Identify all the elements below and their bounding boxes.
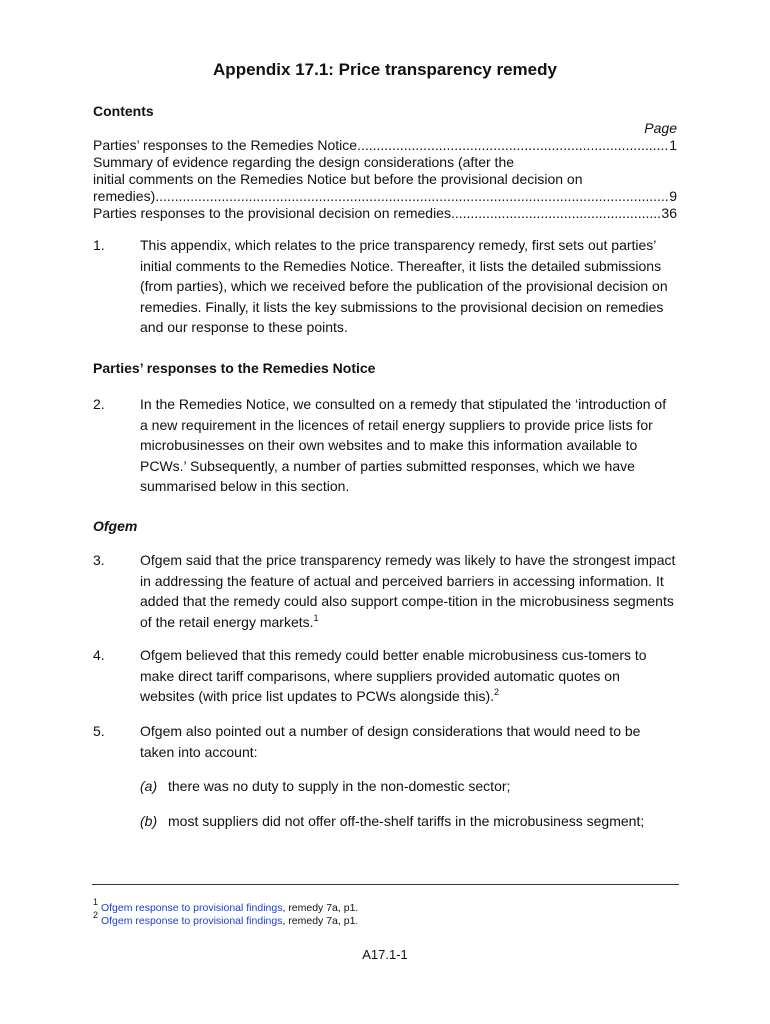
paragraph-4 (93, 645, 677, 707)
toc-entry-1[interactable] (93, 137, 677, 154)
contents-heading: Contents (93, 103, 154, 119)
toc-leader (155, 188, 669, 205)
paragraph-number: 3. (93, 552, 105, 568)
list-item-text: there was no duty to supply in the non-domestic sector; (168, 778, 511, 794)
footnote-number: 1 (93, 897, 99, 907)
paragraph-number: 5. (93, 723, 105, 739)
footnote-ref-1[interactable]: 1 (313, 612, 319, 623)
paragraph-number: 2. (93, 396, 105, 412)
paragraph-2 (93, 394, 677, 497)
toc-leader (451, 205, 661, 222)
paragraph-text: Ofgem believed that this remedy could better enable microbusiness cus-tomers to make direct tariff comparisons, where suppliers provided automatic quotes on websites (with price list updates to PCWs alongside this). (140, 647, 647, 704)
page-title: Appendix 17.1: Price transparency remedy (213, 60, 557, 79)
paragraph-body (140, 550, 677, 632)
paragraph-number: 4. (93, 647, 105, 663)
paragraph-3 (93, 550, 677, 632)
toc-entry-page: 36 (661, 205, 677, 221)
footnote-link[interactable]: Ofgem response to provisional findings (100, 902, 283, 914)
footnote-text: , remedy 7a, p1. (282, 902, 359, 914)
footnote-ref-2[interactable]: 2 (494, 687, 500, 697)
page-number: A17.1-1 (362, 947, 408, 962)
toc-entry-2[interactable] (93, 188, 677, 205)
paragraph-text: This appendix, which relates to the price transparency remedy, first sets out parties’ initial comments to the Remedies Notice. Thereafter, it lists the detailed submissions (from parties), which we received before the publication of the provisional decision on remedies. Finally, it lists the key submissions to the provisional decision on remedies and our response to these points. (140, 237, 668, 335)
toc-entry-2-line-1[interactable]: Summary of evidence regarding the design considerations (after the (93, 154, 515, 170)
footnote-divider (92, 884, 679, 885)
section-heading: Parties’ responses to the Remedies Notice (93, 360, 376, 376)
paragraph-5 (93, 721, 677, 762)
footnote-number: 2 (93, 910, 99, 920)
footnote-text: , remedy 7a, p1. (282, 915, 359, 927)
subheading-ofgem: Ofgem (93, 518, 138, 534)
table-of-contents (93, 137, 677, 222)
list-item-text: most suppliers did not offer off-the-shelf tariffs in the microbusiness segment; (168, 813, 645, 829)
list-item-label: (a) (140, 778, 158, 794)
toc-entry-title: remedies) (93, 188, 156, 204)
footnote-link[interactable]: Ofgem response to provisional findings (100, 915, 283, 927)
paragraph-text: Ofgem also pointed out a number of design considerations that would need to be taken into account: (140, 723, 641, 760)
toc-entry-title: Parties’ responses to the Remedies Notice (93, 137, 358, 153)
paragraph-text: Ofgem said that the price transparency remedy was likely to have the strongest impact in addressing the feature of actual and perceived barriers in accessing information. It added that the remedy could also support compe-tition in the microbusiness segments of the retail energy markets. (140, 552, 676, 630)
toc-leader (357, 137, 669, 154)
toc-entry-2-line-2[interactable]: initial comments on the Remedies Notice but before the provisional decision on (93, 171, 583, 187)
footnote-1 (93, 897, 359, 915)
list-item-a (140, 776, 677, 797)
paragraph-body (140, 645, 677, 707)
toc-entry-page: 1 (669, 137, 677, 153)
list-item-b (140, 811, 677, 832)
paragraph-1 (93, 235, 677, 338)
toc-entry-title: Parties responses to the provisional decision on remedies (93, 205, 451, 221)
footnote-2 (93, 910, 359, 928)
paragraph-number: 1. (93, 237, 105, 253)
paragraph-text: In the Remedies Notice, we consulted on a remedy that stipulated the ‘introduction of a new requirement in the licences of retail energy suppliers to provide price lists for microbusinesses on their own websites and to make this information available to PCWs.’ Subsequently, a number of parties submitted responses, which we have summarised below in this section. (140, 396, 667, 494)
toc-entry-3[interactable] (93, 205, 677, 222)
contents-page-label: Page (644, 120, 677, 136)
list-item-label: (b) (140, 813, 158, 829)
toc-entry-page: 9 (669, 188, 677, 204)
